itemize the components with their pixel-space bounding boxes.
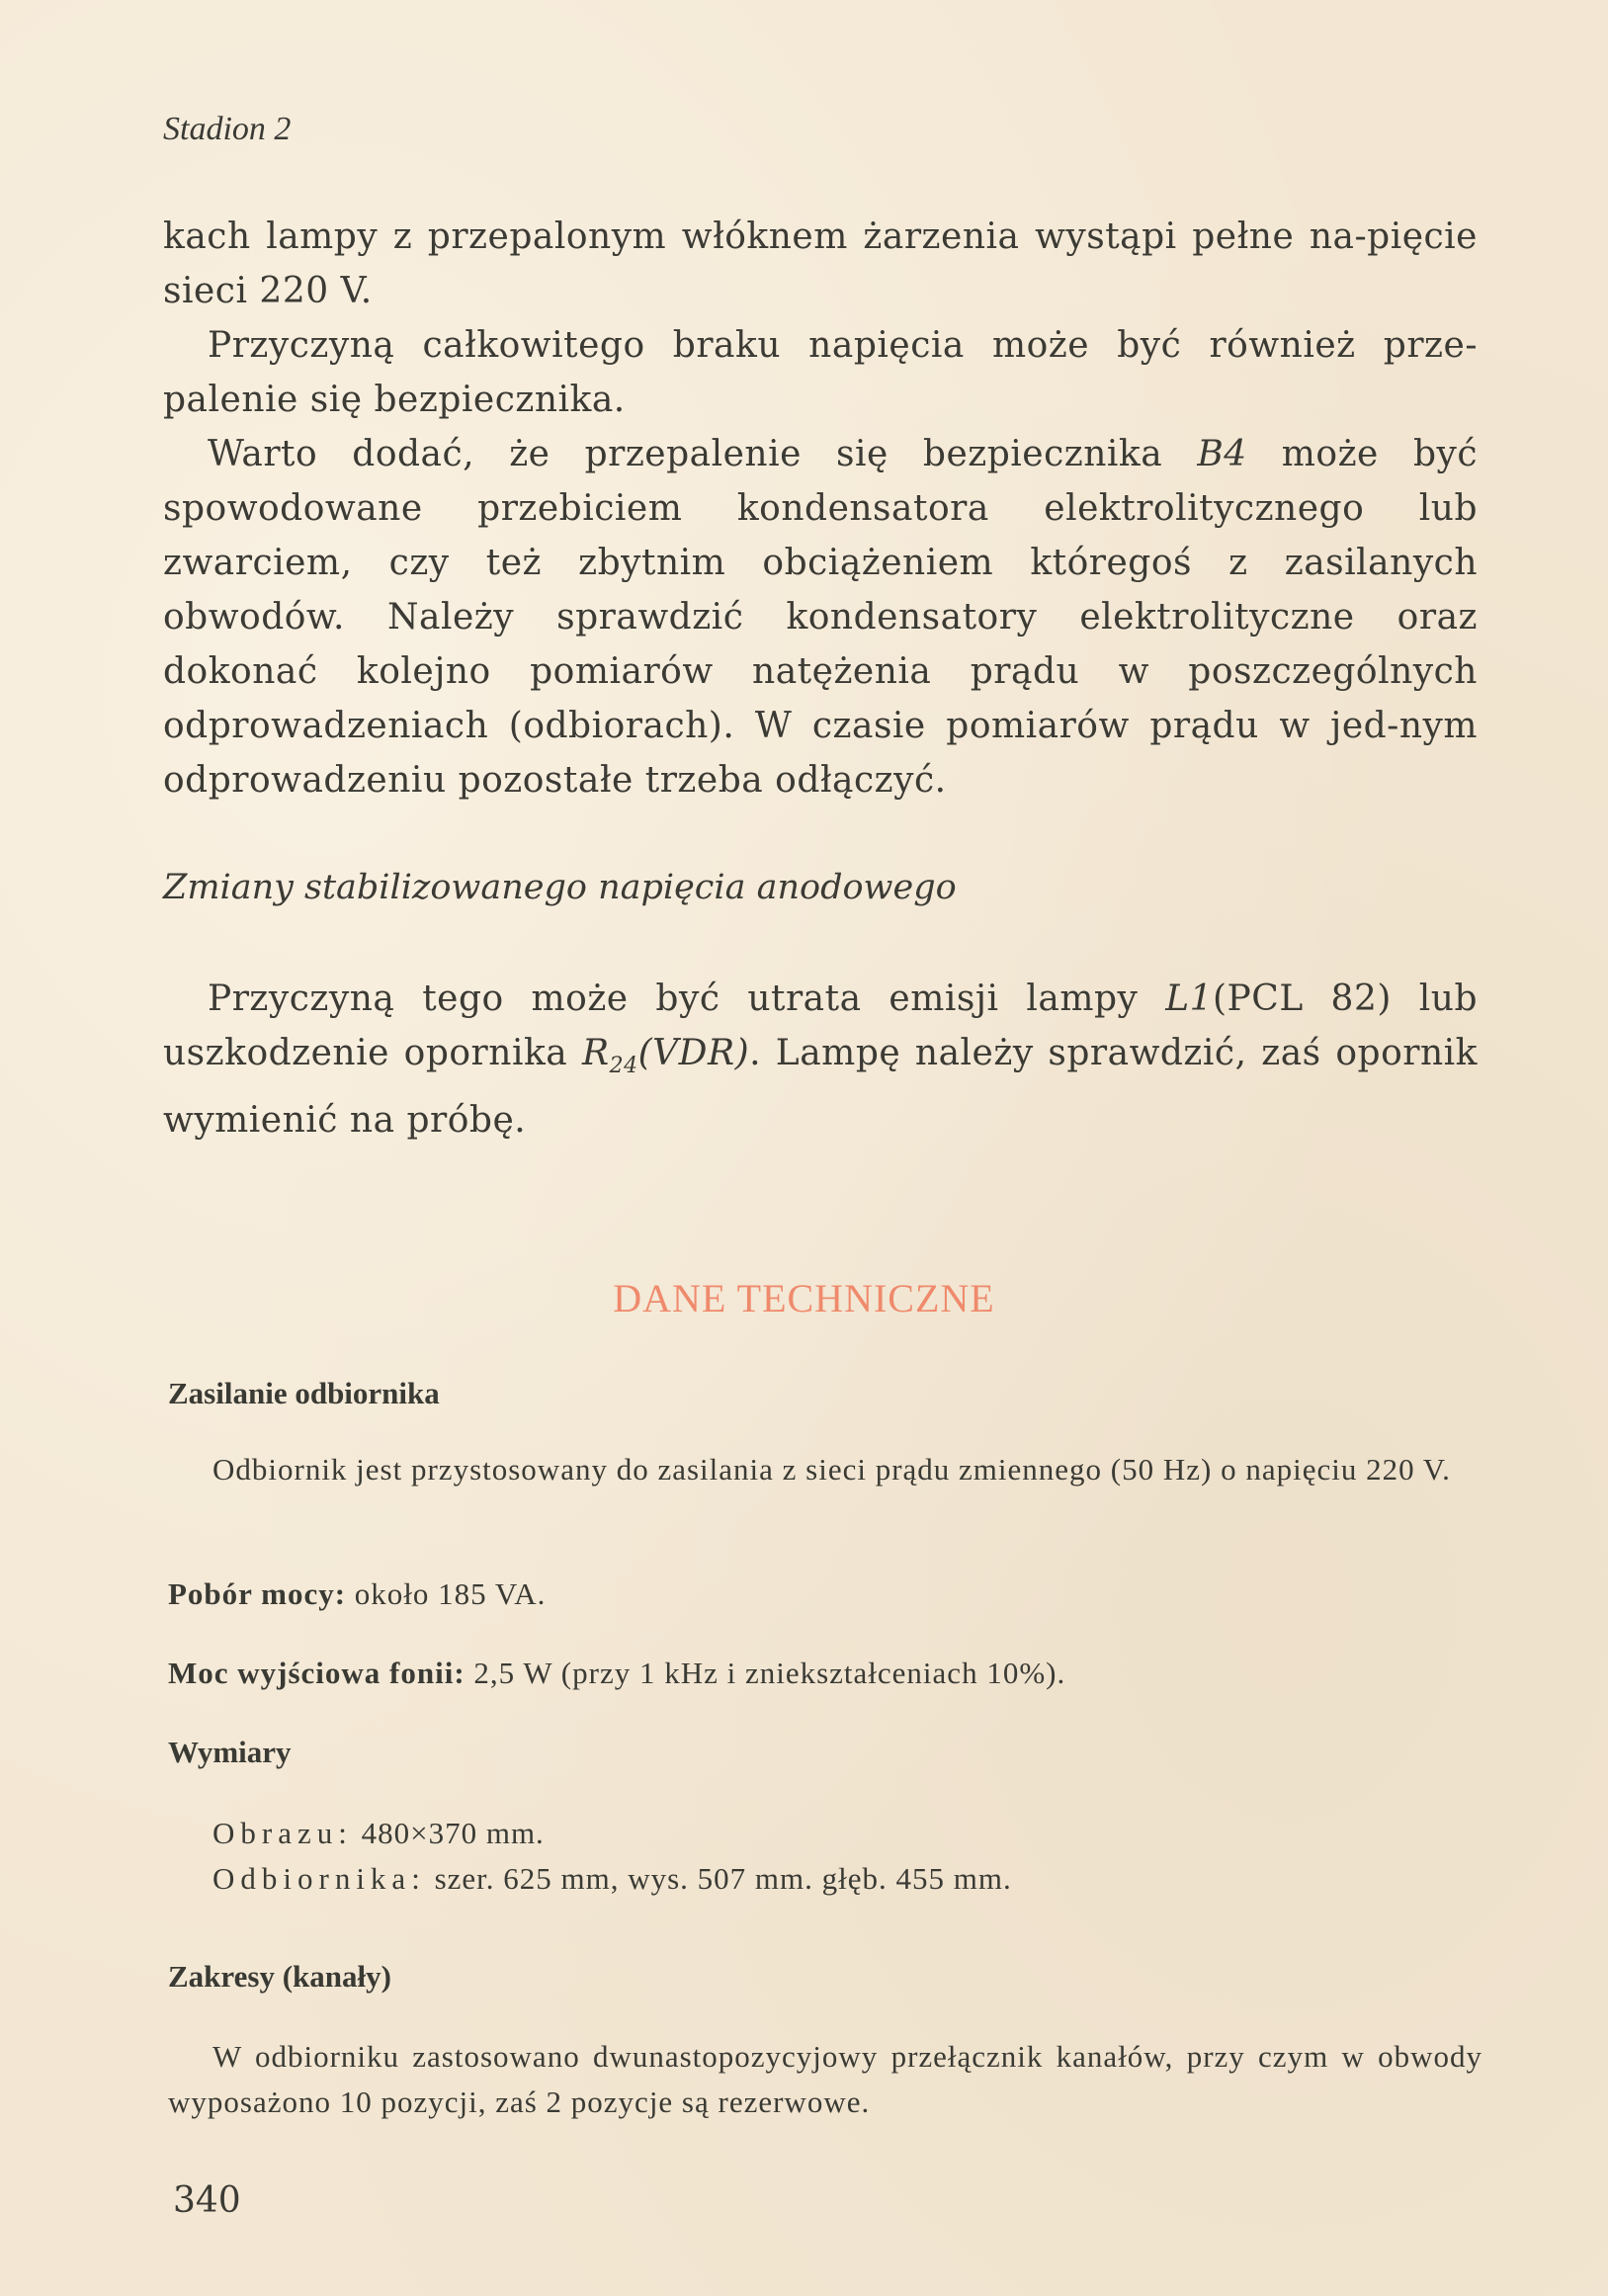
power-consumption-label: Pobór mocy: <box>168 1576 347 1611</box>
audio-output-value: 2,5 W (przy 1 kHz i zniekształceniach 10%). <box>465 1656 1066 1690</box>
paragraph-anode <box>163 972 1478 1148</box>
spec-power-supply-text <box>168 1447 1482 1492</box>
spec-heading-power-supply: Zasilanie odbiornika <box>168 1376 440 1410</box>
audio-output-label: Moc wyjściowa fonii: <box>168 1656 465 1690</box>
text-part2: (PCL 82) lub uszkodzenie opornika <box>163 978 1478 1073</box>
resistor-type: (VDR) <box>637 1033 750 1073</box>
resistor-subscript: 24 <box>609 1054 638 1078</box>
text-part3: . Lampę należy sprawdzić, zaś opornik wymienić na próbę. <box>163 1033 1478 1141</box>
lamp-reference: L1 <box>1165 978 1213 1019</box>
body-text-top <box>163 210 1478 808</box>
section-heading: Zmiany stabilizowanego napięcia anodowego <box>163 868 957 907</box>
receiver-label: Odbiornika: <box>212 1861 426 1896</box>
fuse-reference: B4 <box>1197 434 1247 474</box>
running-head: Stadion 2 <box>163 111 292 147</box>
text-before: Warto dodać, że przepalenie się bezpiecznika <box>208 434 1198 474</box>
power-consumption-value: około 185 VA. <box>346 1576 547 1611</box>
screen-value: 480×370 mm. <box>352 1816 545 1850</box>
spec-power-consumption <box>168 1572 1482 1617</box>
spec-heading-channels: Zakresy (kanały) <box>168 1959 391 1994</box>
text-part1: Przyczyną tego może być utrata emisji lampy <box>208 978 1166 1019</box>
receiver-value: szer. 625 mm, wys. 507 mm. głęb. 455 mm. <box>425 1861 1012 1896</box>
power-supply-paragraph: Odbiornik jest przystosowany do zasilania z sieci prądu zmiennego (50 Hz) o napięciu 220 V. <box>212 1452 1451 1487</box>
spec-channels-text <box>168 2034 1482 2125</box>
spec-dimensions <box>168 1811 1482 1902</box>
spec-audio-output <box>168 1651 1482 1696</box>
screen-label: Obrazu: <box>212 1816 353 1850</box>
paragraph-fuse: Przyczyną całkowitego braku napięcia może być również prze-palenie się bezpiecznika. <box>163 325 1478 420</box>
paragraph-filament: kach lampy z przepalonym włóknem żarzenia wystąpi pełne na-pięcie sieci 220 V. <box>163 216 1478 311</box>
spec-heading-dimensions: Wymiary <box>168 1735 292 1769</box>
tech-specs-title: DANE TECHNICZNE <box>613 1276 995 1320</box>
page-number: 340 <box>173 2180 241 2221</box>
paragraph-b4 <box>163 427 1478 808</box>
resistor-reference: R <box>581 1033 610 1073</box>
channels-paragraph: W odbiorniku zastosowano dwunastopozycyjowy przełącznik kanałów, przy czym w obwody wyposażono 10 pozycji, zaś 2 pozycje są rezerwowe. <box>168 2039 1482 2119</box>
text-after: może być spowodowane przebiciem kondensatora elektrolitycznego lub zwarciem, czy też zbytnim obciążeniem któregoś z zasilanych obwodów. Należy sprawdzić kondensatory elektrolityczne oraz dokonać kolejno pomiarów natężenia prądu w poszczególnych odprowadzeniach (odbiorach). W czasie pomiarów prądu w jed-nym odprowadzeniu pozostałe trzeba odłączyć. <box>163 434 1478 801</box>
